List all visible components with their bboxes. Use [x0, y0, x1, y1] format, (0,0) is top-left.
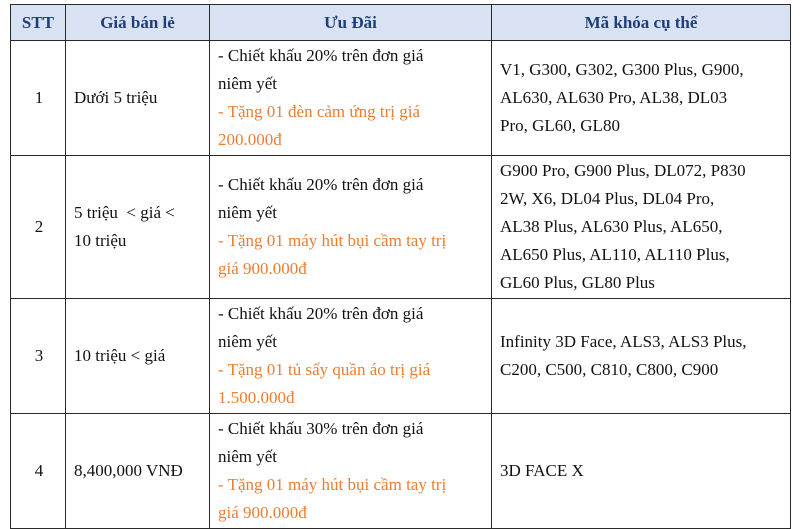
gift-text: - Tặng 01 đèn cảm ứng trị giá: [218, 102, 420, 121]
price-text: 10 triệu < giá: [74, 346, 166, 365]
model-codes-text: C200, C500, C810, C800, C900: [500, 360, 719, 379]
table-header-row: [11, 5, 791, 41]
price-text: 8,400,000 VNĐ: [74, 461, 183, 480]
promotion-table: [10, 4, 791, 529]
price-text: Dưới 5 triệu: [74, 88, 158, 107]
model-codes-cell: [492, 299, 791, 414]
discount-text: - Chiết khấu 20% trên đơn giá: [218, 46, 424, 65]
row-number: 1: [11, 41, 66, 156]
discount-text: - Chiết khấu 20% trên đơn giá: [218, 304, 424, 323]
model-codes-text: AL650 Plus, AL110, AL110 Plus,: [500, 245, 730, 264]
promotion-cell: [210, 41, 492, 156]
model-codes-text: Infinity 3D Face, ALS3, ALS3 Plus,: [500, 332, 747, 351]
row-number: 3: [11, 299, 66, 414]
model-codes-text: V1, G300, G302, G300 Plus, G900,: [500, 60, 744, 79]
price-text: 10 triệu: [74, 231, 127, 250]
price-cell: [66, 41, 210, 156]
model-codes-text: G900 Pro, G900 Plus, DL072, P830: [500, 161, 746, 180]
header-stt: STT: [11, 5, 66, 41]
gift-text: 1.500.000đ: [218, 388, 295, 407]
price-cell: [66, 414, 210, 529]
model-codes-cell: [492, 156, 791, 299]
model-codes-text: 3D FACE X: [500, 461, 584, 480]
table-row: [11, 299, 791, 414]
model-codes-text: GL60 Plus, GL80 Plus: [500, 273, 655, 292]
gift-text: - Tặng 01 máy hút bụi cầm tay trị: [218, 231, 447, 250]
gift-text: - Tặng 01 tủ sấy quần áo trị giá: [218, 360, 431, 379]
promotion-cell: [210, 299, 492, 414]
discount-text: niêm yết: [218, 332, 278, 351]
price-cell: [66, 299, 210, 414]
header-promotion: Ưu Đãi: [210, 5, 492, 41]
discount-text: - Chiết khấu 20% trên đơn giá: [218, 175, 424, 194]
promotion-cell: [210, 414, 492, 529]
gift-text: giá 900.000đ: [218, 503, 307, 522]
discount-text: niêm yết: [218, 74, 278, 93]
row-number: 2: [11, 156, 66, 299]
model-codes-text: Pro, GL60, GL80: [500, 116, 620, 135]
discount-text: niêm yết: [218, 447, 278, 466]
discount-text: niêm yết: [218, 203, 278, 222]
price-cell: [66, 156, 210, 299]
model-codes-cell: [492, 414, 791, 529]
gift-text: giá 900.000đ: [218, 259, 307, 278]
header-model-codes: Mã khóa cụ thể: [492, 5, 791, 41]
promotion-cell: [210, 156, 492, 299]
gift-text: - Tặng 01 máy hút bụi cầm tay trị: [218, 475, 447, 494]
model-codes-text: AL630, AL630 Pro, AL38, DL03: [500, 88, 728, 107]
discount-text: - Chiết khấu 30% trên đơn giá: [218, 419, 424, 438]
table-row: [11, 41, 791, 156]
table-row: [11, 156, 791, 299]
model-codes-cell: [492, 41, 791, 156]
price-text: 5 triệu < giá <: [74, 203, 175, 222]
model-codes-text: 2W, X6, DL04 Plus, DL04 Pro,: [500, 189, 715, 208]
table-row: [11, 414, 791, 529]
model-codes-text: AL38 Plus, AL630 Plus, AL650,: [500, 217, 723, 236]
gift-text: 200.000đ: [218, 130, 282, 149]
header-retail-price: Giá bán lẻ: [66, 5, 210, 41]
row-number: 4: [11, 414, 66, 529]
